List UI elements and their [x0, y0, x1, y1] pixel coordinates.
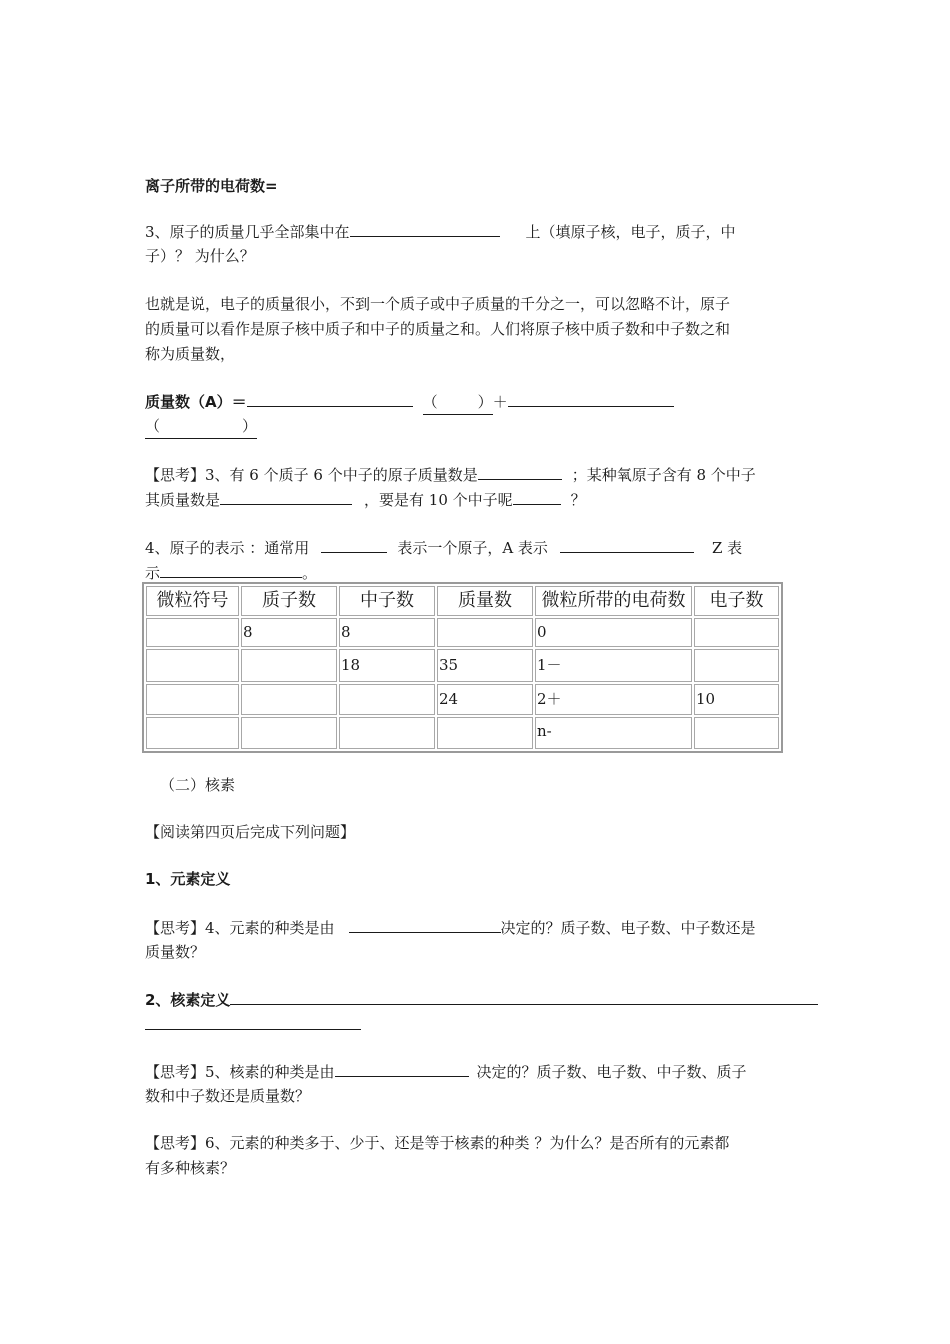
question-3-line-1: 3、原子的质量几乎全部集中在 上（填原子核，电子，质子，中 — [145, 219, 736, 244]
table-cell[interactable] — [437, 717, 533, 749]
table-row — [146, 717, 779, 749]
think-5-line-1: 【思考】5、核素的种类是由 决定的？质子数、电子数、中子数、质子 — [145, 1059, 747, 1084]
question-4-line-2: 示 。 — [145, 560, 317, 585]
table-header-cell: 质量数 — [437, 586, 533, 616]
paren-blank[interactable]: （ ） — [145, 414, 257, 439]
table-header-cell: 电子数 — [694, 586, 779, 616]
answer-blank[interactable] — [145, 1012, 361, 1030]
table-cell[interactable] — [694, 717, 779, 749]
table-header-cell: 微粒所带的电荷数 — [535, 586, 692, 616]
table-cell[interactable]: 18 — [339, 649, 435, 682]
answer-blank[interactable] — [478, 462, 562, 480]
table-cell[interactable] — [146, 649, 239, 682]
think-4-line-2: 质量数？ — [145, 943, 206, 961]
answer-blank[interactable] — [321, 535, 387, 553]
answer-blank[interactable] — [560, 535, 694, 553]
table-row — [146, 684, 779, 715]
table-cell[interactable]: n- — [535, 717, 692, 749]
think-4-line-1: 【思考】4、元素的种类是由 决定的？质子数、电子数、中子数还是 — [145, 915, 756, 940]
reading-instruction: 【阅读第四页后完成下列问题】 — [145, 823, 356, 841]
table-row — [146, 618, 779, 647]
answer-blank[interactable] — [508, 389, 674, 407]
section-title-nuclide: （二）核素 — [160, 776, 236, 794]
think-3-line-2: 其质量数是 ，要是有 10 个中子呢 ？ — [145, 487, 586, 512]
think-5-line-2: 数和中子数还是质量数？ — [145, 1087, 311, 1105]
answer-blank[interactable] — [335, 1059, 469, 1077]
table-cell[interactable] — [146, 618, 239, 647]
think-3-line-1: 【思考】3、有 6 个质子 6 个中子的原子质量数是 ；某种氧原子含有 8 个中子 — [145, 462, 756, 487]
answer-blank[interactable] — [160, 560, 302, 578]
particle-table — [142, 582, 783, 753]
table-cell[interactable] — [241, 684, 337, 715]
table-header-cell: 中子数 — [339, 586, 435, 616]
charge-heading: 离子所带的电荷数= — [145, 177, 278, 195]
question-3-line-2: 子）？ 为什么？ — [145, 247, 255, 265]
element-definition: 1、元素定义 — [145, 870, 231, 888]
nuclide-definition-line-2 — [145, 1012, 361, 1037]
answer-blank[interactable] — [247, 389, 413, 407]
mass-number-line-1: 质量数（A）＝ （ ）＋ — [145, 389, 674, 415]
table-cell[interactable] — [437, 618, 533, 647]
table-cell[interactable]: 1－ — [535, 649, 692, 682]
think-6-line-1: 【思考】6、元素的种类多于、少于、还是等于核素的种类 ？为什么？是否所有的元素都 — [145, 1134, 730, 1152]
table-cell[interactable] — [146, 717, 239, 749]
answer-blank[interactable] — [230, 987, 818, 1005]
table-cell[interactable]: 0 — [535, 618, 692, 647]
table-cell[interactable]: 2＋ — [535, 684, 692, 715]
answer-blank[interactable] — [220, 487, 352, 505]
table-cell[interactable] — [339, 684, 435, 715]
table-cell[interactable]: 24 — [437, 684, 533, 715]
question-4-line-1: 4、原子的表示 ：通常用 表示一个原子，A 表示 Z 表 — [145, 535, 742, 560]
paragraph-line-2: 的质量可以看作是原子核中质子和中子的质量之和。人们将原子核中质子数和中子数之和 — [145, 320, 731, 338]
table-cell[interactable] — [146, 684, 239, 715]
mass-number-label: 质量数（A）＝ — [145, 393, 247, 411]
table-cell[interactable]: 35 — [437, 649, 533, 682]
table-cell[interactable] — [694, 649, 779, 682]
table-row — [146, 649, 779, 682]
paren-blank[interactable]: （ ） — [423, 390, 493, 415]
table-cell[interactable]: 8 — [241, 618, 337, 647]
mass-number-line-2 — [145, 414, 257, 439]
table-cell[interactable] — [241, 649, 337, 682]
answer-blank[interactable] — [349, 915, 501, 933]
table-cell[interactable] — [694, 618, 779, 647]
table-header-row — [146, 586, 779, 616]
nuclide-definition-line-1: 2、核素定义 — [145, 987, 818, 1012]
table-header-cell: 质子数 — [241, 586, 337, 616]
answer-blank[interactable] — [350, 219, 500, 237]
table-cell[interactable]: 8 — [339, 618, 435, 647]
think-6-line-2: 有多种核素？ — [145, 1159, 236, 1177]
paragraph-line-3: 称为质量数， — [145, 345, 236, 363]
table-cell[interactable] — [241, 717, 337, 749]
table-header-cell: 微粒符号 — [146, 586, 239, 616]
answer-blank[interactable] — [513, 487, 561, 505]
table-cell[interactable] — [339, 717, 435, 749]
table-cell[interactable]: 10 — [694, 684, 779, 715]
paragraph-line-1: 也就是说，电子的质量很小，不到一个质子或中子质量的千分之一，可以忽略不计，原子 — [145, 295, 731, 313]
